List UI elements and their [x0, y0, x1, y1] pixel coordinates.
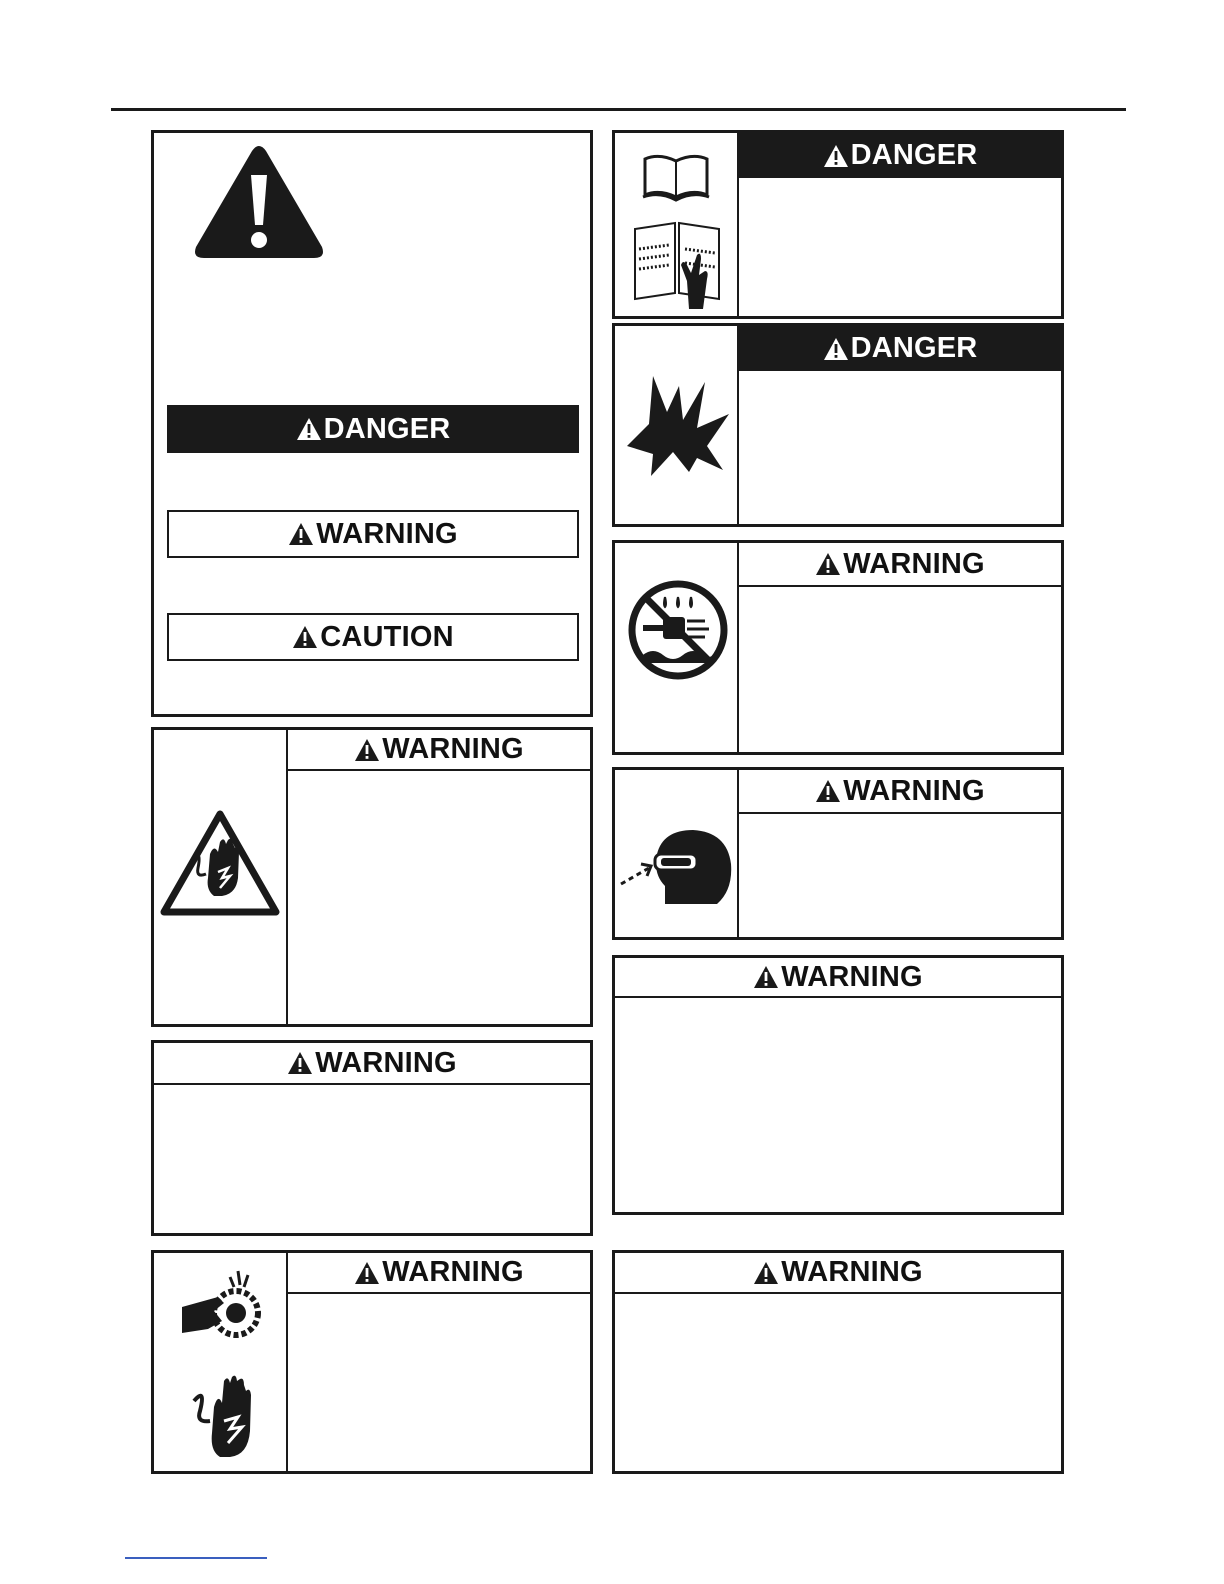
alert-triangle-icon	[288, 522, 314, 546]
legend-warning-label: WARNING	[316, 517, 458, 550]
legend-danger-header	[167, 405, 579, 453]
legend-warning-header	[167, 510, 579, 558]
legend-caution-label: CAUTION	[320, 620, 454, 653]
alert-triangle-icon	[296, 417, 322, 441]
read-manual-danger-label: DANGER	[850, 139, 978, 171]
bottom-right-warning-label: WARNING	[781, 1256, 923, 1288]
eye-protection-warning-header	[739, 770, 1061, 814]
no-water-warning-panel	[612, 540, 1064, 755]
read-manual-danger-header	[739, 133, 1061, 178]
bottom-right-warning-header	[615, 1253, 1061, 1294]
eye-protection-warning-panel	[612, 767, 1064, 940]
alert-triangle-icon	[292, 625, 318, 649]
safety-goggles-icon	[619, 824, 735, 908]
alert-triangle-icon	[753, 965, 779, 989]
explosion-danger-label: DANGER	[850, 332, 978, 364]
icon-column	[154, 730, 288, 1024]
explosion-icon	[623, 366, 733, 478]
icon-column	[154, 1253, 288, 1471]
alert-triangle-icon	[753, 1261, 779, 1285]
general-left-warning-header	[154, 1043, 590, 1085]
electric-shock-hand-icon	[184, 1371, 264, 1463]
electric-shock-triangle-icon	[158, 808, 282, 920]
legend-caution-header	[167, 613, 579, 661]
icon-column	[615, 133, 739, 316]
signal-word-legend-panel	[151, 130, 593, 717]
general-left-warning-label: WARNING	[315, 1046, 457, 1079]
alert-triangle-icon	[354, 738, 380, 762]
no-water-warning-header	[739, 543, 1061, 587]
alert-triangle-icon	[823, 144, 849, 168]
general-warning-panel-right	[612, 955, 1064, 1215]
alert-triangle-icon	[815, 779, 841, 803]
general-warning-panel-left	[151, 1040, 593, 1236]
no-water-warning-label: WARNING	[843, 547, 985, 580]
alert-triangle-icon	[287, 1051, 313, 1075]
legend-danger-label: DANGER	[323, 412, 451, 445]
manual-hand-icon	[629, 219, 725, 311]
chain-shock-warning-panel	[151, 1250, 593, 1474]
alert-triangle-icon	[815, 552, 841, 576]
shock-warning-header	[288, 730, 590, 771]
explosion-danger-header	[739, 326, 1061, 371]
read-manual-danger-panel	[612, 130, 1064, 319]
shock-hazard-warning-panel	[151, 727, 593, 1027]
eye-protection-warning-label: WARNING	[843, 774, 985, 807]
general-right-warning-label: WARNING	[781, 960, 923, 993]
explosion-danger-panel	[612, 323, 1064, 527]
icon-column	[615, 770, 739, 937]
chain-entanglement-icon	[178, 1267, 266, 1347]
icon-column	[615, 326, 739, 524]
no-water-electric-icon	[625, 577, 731, 683]
general-warning-panel-bottom-right	[612, 1250, 1064, 1474]
alert-triangle-icon	[823, 337, 849, 361]
exclamation-triangle-icon	[192, 143, 326, 261]
general-right-warning-header	[615, 958, 1061, 998]
chain-warning-label: WARNING	[382, 1256, 524, 1288]
alert-triangle-icon	[354, 1261, 380, 1285]
shock-warning-label: WARNING	[382, 733, 524, 765]
chain-warning-header	[288, 1253, 590, 1294]
footnote-rule	[125, 1557, 267, 1559]
open-book-icon	[641, 153, 711, 203]
icon-column	[615, 543, 739, 752]
top-rule	[111, 108, 1126, 111]
